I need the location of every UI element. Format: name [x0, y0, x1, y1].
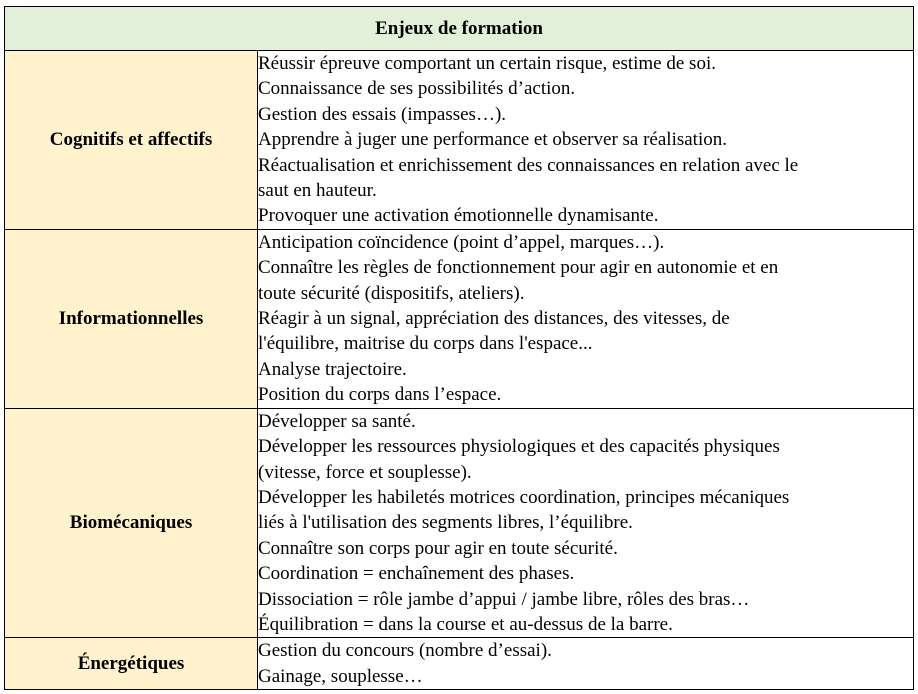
content-line: Connaître les règles de fonctionnement pour agir en autonomie et en: [258, 257, 779, 279]
table-row: [5, 408, 914, 638]
content-line: Développer sa santé.: [258, 410, 416, 432]
category-cell: Biomécaniques: [5, 408, 258, 638]
content-line: (vitesse, force et souplesse).: [258, 461, 472, 483]
content-line: saut en hauteur.: [258, 180, 377, 202]
table-row: [5, 229, 914, 408]
content-cell: [258, 638, 914, 690]
content-line: liés à l'utilisation des segments libres, l’équilibre.: [258, 512, 633, 534]
table-row: [5, 638, 914, 690]
content-cell: [258, 408, 914, 638]
content-cell: [258, 229, 914, 408]
content-line: Apprendre à juger une performance et observer sa réalisation.: [258, 129, 727, 151]
table-row: [5, 51, 914, 230]
content-line: Développer les ressources physiologiques et des capacités physiques: [258, 436, 780, 458]
content-line: Connaissance de ses possibilités d’action.: [258, 78, 576, 100]
content-line: Développer les habiletés motrices coordination, principes mécaniques: [258, 486, 790, 508]
content-line: Connaître son corps pour agir en toute sécurité.: [258, 537, 618, 559]
content-line: Gestion du concours (nombre d’essai).: [258, 640, 552, 662]
content-line: Position du corps dans l’espace.: [258, 384, 502, 406]
content-line: Équilibration = dans la course et au-dessus de la barre.: [258, 613, 673, 635]
table-title: Enjeux de formation: [5, 7, 914, 51]
enjeux-table: [4, 6, 914, 690]
content-line: Gainage, souplesse…: [258, 665, 423, 687]
content-line: Coordination = enchaînement des phases.: [258, 563, 575, 585]
content-cell: [258, 51, 914, 230]
category-cell: Cognitifs et affectifs: [5, 51, 258, 230]
table-header-row: [5, 7, 914, 51]
content-line: Dissociation = rôle jambe d’appui / jambe libre, rôles des bras…: [258, 588, 750, 610]
content-line: Réactualisation et enrichissement des connaissances en relation avec le: [258, 154, 799, 176]
content-line: Gestion des essais (impasses…).: [258, 103, 507, 125]
content-line: toute sécurité (dispositifs, ateliers).: [258, 282, 525, 304]
content-line: Réagir à un signal, appréciation des distances, des vitesses, de: [258, 308, 730, 330]
content-line: Provoquer une activation émotionnelle dynamisante.: [258, 205, 659, 227]
content-line: Anticipation coïncidence (point d’appel, marques…).: [258, 231, 665, 253]
category-cell: Énergétiques: [5, 638, 258, 690]
content-line: Réussir épreuve comportant un certain risque, estime de soi.: [258, 53, 716, 74]
category-cell: Informationnelles: [5, 229, 258, 408]
content-line: Analyse trajectoire.: [258, 358, 407, 380]
content-line: l'équilibre, maitrise du corps dans l'espace...: [258, 333, 593, 355]
